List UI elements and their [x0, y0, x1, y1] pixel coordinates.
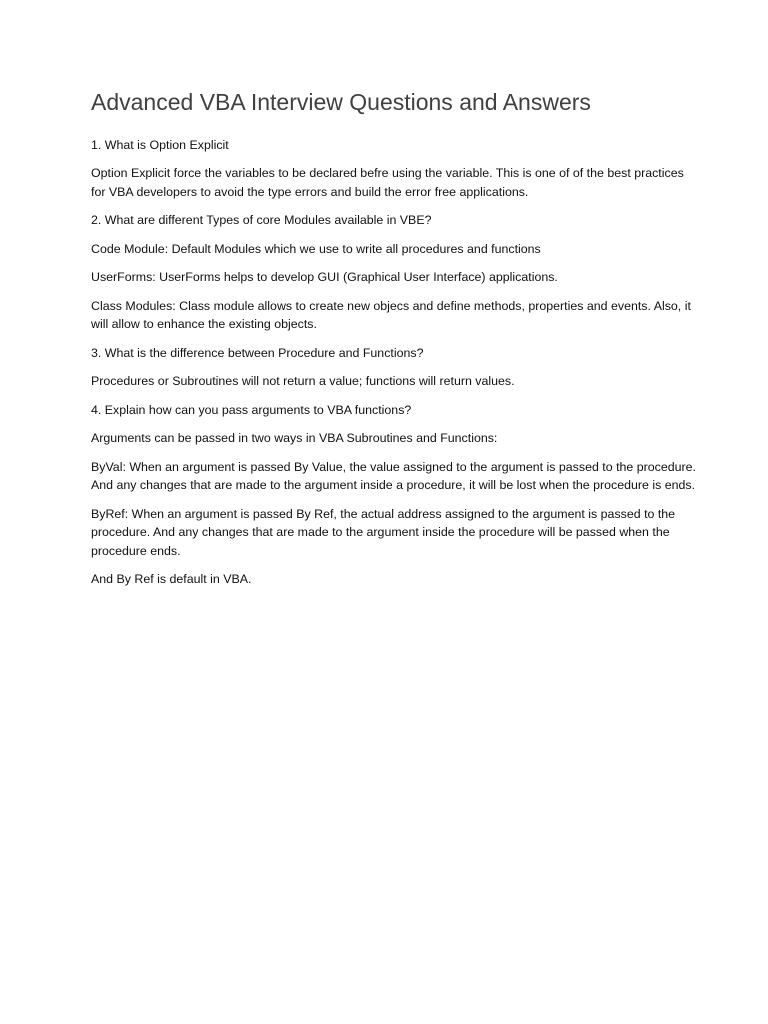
answer-3: Procedures or Subroutines will not return a value; functions will return values.: [91, 374, 515, 389]
answer-2-class-modules: Class Modules: Class module allows to create new objecs and define methods, properties and events. Also, it will allow to enhance the existing objects.: [91, 298, 691, 332]
answer-4-byref: ByRef: When an argument is passed By Ref, the actual address assigned to the argument is passed to the procedure. And any changes that are made to the argument inside the procedure will be passed when the procedure ends.: [91, 506, 676, 558]
question-2: 2. What are different Types of core Modules available in VBE?: [91, 213, 432, 228]
answer-1: Option Explicit force the variables to be declared befre using the variable. This is one of of the best practices for VBA developers to avoid the type errors and build the error free applications.: [91, 166, 684, 199]
answer-2-userforms: UserForms: UserForms helps to develop GUI (Graphical User Interface) applications.: [91, 270, 558, 285]
question-1: 1. What is Option Explicit: [91, 137, 229, 152]
answer-4-byval: ByVal: When an argument is passed By Value, the value assigned to the argument is passed to the procedure. And any changes that are made to the argument inside a procedure, it will be lost when the procedure is ends.: [91, 459, 696, 493]
answer-4-default: And By Ref is default in VBA.: [91, 572, 252, 587]
document-title: Advanced VBA Interview Questions and Answers: [91, 89, 591, 115]
answer-4-intro: Arguments can be passed in two ways in VBA Subroutines and Functions:: [91, 431, 498, 446]
answer-2-code-module: Code Module: Default Modules which we use to write all procedures and functions: [91, 241, 541, 256]
question-4: 4. Explain how can you pass arguments to VBA functions?: [91, 402, 412, 417]
question-3: 3. What is the difference between Procedure and Functions?: [91, 345, 424, 360]
